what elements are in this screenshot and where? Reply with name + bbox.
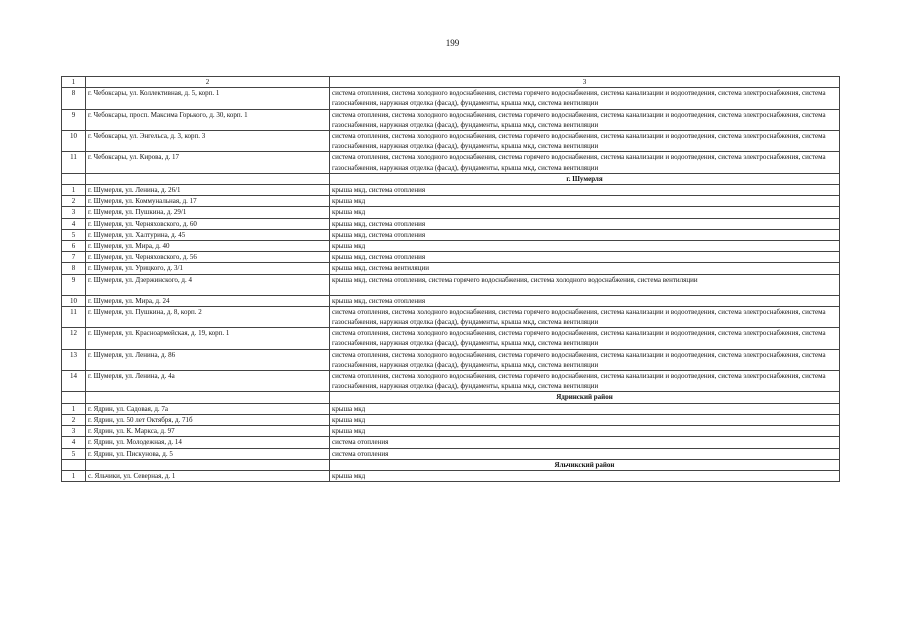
row-address: г. Ядрин, ул. Садовая, д. 7а <box>86 403 330 414</box>
row-address: г. Шумерля, ул. Пушкина, д. 8, корп. 2 <box>86 306 330 327</box>
row-number: 13 <box>62 349 86 370</box>
row-works: крыша мкд <box>330 426 840 437</box>
row-address: г. Шумерля, ул. Коммунальная, д. 17 <box>86 196 330 207</box>
section-title: г. Шумерля <box>330 173 840 184</box>
table-row <box>62 152 840 173</box>
row-address: г. Шумерля, ул. Мира, д. 24 <box>86 295 330 306</box>
row-works: крыша мкд <box>330 403 840 414</box>
table-row <box>62 274 840 295</box>
row-number: 8 <box>62 88 86 109</box>
table-row <box>62 414 840 425</box>
table-row <box>62 328 840 349</box>
row-number: 4 <box>62 218 86 229</box>
row-address: г. Шумерля, ул. Ленина, д. 26/1 <box>86 185 330 196</box>
row-number: 3 <box>62 426 86 437</box>
row-address: г. Шумерля, ул. Ленина, д. 86 <box>86 349 330 370</box>
row-works: крыша мкд <box>330 196 840 207</box>
row-number: 2 <box>62 414 86 425</box>
row-number: 7 <box>62 252 86 263</box>
row-number: 5 <box>62 448 86 459</box>
row-works: система отопления, система холодного водоснабжения, система горячего водоснабжения, система канализации и водоотведения, система электроснабжения, система газоснабжения, наружная отделка (фасад), фундаменты, крыша мкд, система вентиляции <box>330 152 840 173</box>
row-address: г. Ядрин, ул. 50 лет Октября, д. 71б <box>86 414 330 425</box>
row-address: г. Чебоксары, ул. Кирова, д. 17 <box>86 152 330 173</box>
row-number: 1 <box>62 185 86 196</box>
table-row <box>62 109 840 130</box>
row-works: крыша мкд <box>330 207 840 218</box>
header-col-number: 1 <box>62 77 86 88</box>
header-col-works: 3 <box>330 77 840 88</box>
row-address: г. Шумерля, ул. Халтурина, д. 45 <box>86 229 330 240</box>
row-number: 10 <box>62 295 86 306</box>
row-number: 9 <box>62 109 86 130</box>
row-number: 10 <box>62 131 86 152</box>
table-row <box>62 196 840 207</box>
table-row <box>62 229 840 240</box>
table-header-row <box>62 77 840 88</box>
section-title: Ядринский район <box>330 392 840 403</box>
row-works: крыша мкд <box>330 470 840 481</box>
section-title: Яльчикский район <box>330 459 840 470</box>
row-address: г. Чебоксары, просп. Максима Горького, д. 30, корп. 1 <box>86 109 330 130</box>
table-row <box>62 470 840 481</box>
row-number: 3 <box>62 207 86 218</box>
row-address: г. Шумерля, ул. Красноармейская, д. 19, корп. 1 <box>86 328 330 349</box>
row-works: система отопления, система холодного водоснабжения, система горячего водоснабжения, система канализации и водоотведения, система электроснабжения, система газоснабжения, наружная отделка (фасад), фундаменты, крыша мкд, система вентиляции <box>330 109 840 130</box>
table-row <box>62 349 840 370</box>
header-col-address: 2 <box>86 77 330 88</box>
table-row <box>62 371 840 392</box>
row-number: 1 <box>62 403 86 414</box>
row-works: система отопления <box>330 437 840 448</box>
row-works: крыша мкд, система отопления <box>330 295 840 306</box>
page-number: 199 <box>445 38 460 48</box>
row-address: г. Шумерля, ул. Ленина, д. 4а <box>86 371 330 392</box>
row-works: система отопления, система холодного водоснабжения, система горячего водоснабжения, система канализации и водоотведения, система электроснабжения, система газоснабжения, наружная отделка (фасад), фундаменты, крыша мкд, система вентиляции <box>330 371 840 392</box>
row-works: крыша мкд, система отопления <box>330 218 840 229</box>
row-address: г. Шумерля, ул. Черняховского, д. 56 <box>86 252 330 263</box>
row-works: система отопления <box>330 448 840 459</box>
row-address: г. Шумерля, ул. Дзержинского, д. 4 <box>86 274 330 295</box>
table-row <box>62 131 840 152</box>
row-address: г. Ядрин, ул. К. Маркса, д. 97 <box>86 426 330 437</box>
row-address: с. Яльчики, ул. Северная, д. 1 <box>86 470 330 481</box>
row-number: 5 <box>62 229 86 240</box>
row-works: система отопления, система холодного водоснабжения, система горячего водоснабжения, система канализации и водоотведения, система электроснабжения, система газоснабжения, наружная отделка (фасад), фундаменты, крыша мкд, система вентиляции <box>330 131 840 152</box>
table-row <box>62 185 840 196</box>
table-row <box>62 426 840 437</box>
row-number: 1 <box>62 470 86 481</box>
row-works: крыша мкд, система отопления, система горячего водоснабжения, система холодного водоснабжения, система вентиляции <box>330 274 840 295</box>
row-address: г. Шумерля, ул. Пушкина, д. 29/1 <box>86 207 330 218</box>
row-number: 4 <box>62 437 86 448</box>
row-works: система отопления, система холодного водоснабжения, система горячего водоснабжения, система канализации и водоотведения, система электроснабжения, система газоснабжения, наружная отделка (фасад), фундаменты, крыша мкд, система вентиляции <box>330 328 840 349</box>
table-row <box>62 263 840 274</box>
section-row <box>62 459 840 470</box>
row-works: крыша мкд <box>330 414 840 425</box>
table-row <box>62 252 840 263</box>
row-works: крыша мкд, система отопления <box>330 252 840 263</box>
table-row <box>62 437 840 448</box>
table-row <box>62 88 840 109</box>
table-row <box>62 207 840 218</box>
row-address: г. Ядрин, ул. Молодежная, д. 14 <box>86 437 330 448</box>
table-row <box>62 218 840 229</box>
row-works: система отопления, система холодного водоснабжения, система горячего водоснабжения, система канализации и водоотведения, система электроснабжения, система газоснабжения, наружная отделка (фасад), фундаменты, крыша мкд, система вентиляции <box>330 88 840 109</box>
section-row <box>62 392 840 403</box>
row-works: крыша мкд, система отопления <box>330 185 840 196</box>
row-address: г. Шумерля, ул. Мира, д. 40 <box>86 241 330 252</box>
row-works: система отопления, система холодного водоснабжения, система горячего водоснабжения, система канализации и водоотведения, система электроснабжения, система газоснабжения, наружная отделка (фасад), фундаменты, крыша мкд, система вентиляции <box>330 349 840 370</box>
row-number: 9 <box>62 274 86 295</box>
row-address: г. Шумерля, ул. Урицкого, д. 3/1 <box>86 263 330 274</box>
row-works: крыша мкд <box>330 241 840 252</box>
section-row <box>62 173 840 184</box>
table-row <box>62 241 840 252</box>
row-address: г. Чебоксары, ул. Энгельса, д. 3, корп. 3 <box>86 131 330 152</box>
works-table <box>61 76 840 482</box>
row-works: крыша мкд, система вентиляции <box>330 263 840 274</box>
row-address: г. Чебоксары, ул. Коллективная, д. 5, корп. 1 <box>86 88 330 109</box>
row-number: 6 <box>62 241 86 252</box>
row-number: 12 <box>62 328 86 349</box>
row-works: крыша мкд, система отопления <box>330 229 840 240</box>
table-row <box>62 448 840 459</box>
row-number: 14 <box>62 371 86 392</box>
row-number: 11 <box>62 306 86 327</box>
row-number: 2 <box>62 196 86 207</box>
row-works: система отопления, система холодного водоснабжения, система горячего водоснабжения, система канализации и водоотведения, система электроснабжения, система газоснабжения, наружная отделка (фасад), фундаменты, крыша мкд, система вентиляции <box>330 306 840 327</box>
table-row <box>62 295 840 306</box>
table-row <box>62 403 840 414</box>
row-number: 11 <box>62 152 86 173</box>
row-number: 8 <box>62 263 86 274</box>
row-address: г. Шумерля, ул. Черняховского, д. 60 <box>86 218 330 229</box>
table-row <box>62 306 840 327</box>
row-address: г. Ядрин, ул. Пискунова, д. 5 <box>86 448 330 459</box>
